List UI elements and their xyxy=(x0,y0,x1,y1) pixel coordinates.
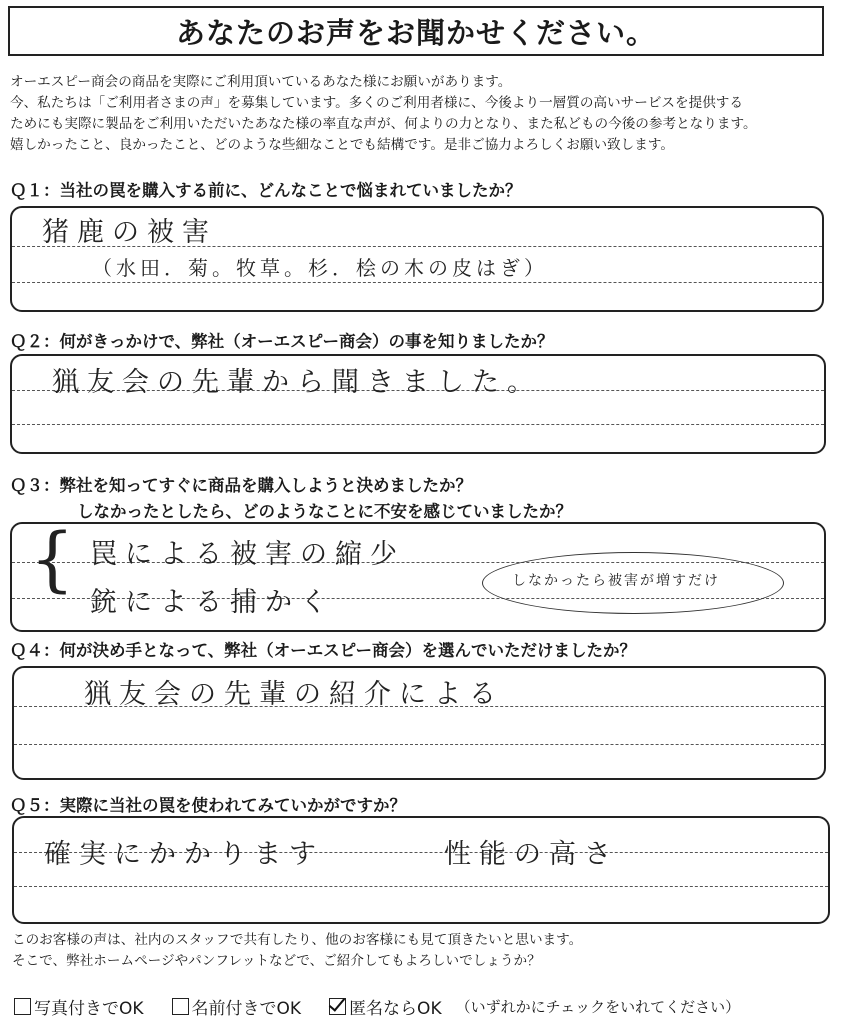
question-2-answer-box[interactable] xyxy=(10,354,826,454)
consent-option-label: 名前付きでOK xyxy=(191,999,302,1019)
consent-photo-option[interactable] xyxy=(14,994,144,1019)
question-4-answer-box[interactable] xyxy=(12,666,826,780)
question-1-label: Ｑ１：当社の罠を購入する前に、どんなことで悩まれていましたか？ xyxy=(10,181,522,200)
question-5-answer-line: 性能の高さ xyxy=(444,839,619,870)
footer-text xyxy=(12,930,582,972)
consent-anonymous-option[interactable] xyxy=(329,994,442,1019)
anonymous-checkbox[interactable] xyxy=(329,998,346,1015)
consent-options xyxy=(14,994,740,1019)
question-3-answer-line: 罠による被害の縮少 xyxy=(90,539,405,570)
question-1-answer-box[interactable] xyxy=(10,206,824,312)
brace-mark: { xyxy=(30,518,75,600)
intro-line: 今、私たちは「ご利用者さまの声」を募集しています。多くのご利用者様に、今後より一層質の高いサービスを提供する xyxy=(10,95,743,111)
name-checkbox[interactable] xyxy=(172,998,189,1015)
question-5-label: Ｑ５：実際に当社の罠を使われてみていかがですか？ xyxy=(10,796,406,815)
intro-line: ためにも実際に製品をご利用いただいたあなた様の率直な声が、何よりの力となり、また私どもの今後の参考となります。 xyxy=(10,116,757,132)
footer-line: そこで、弊社ホームページやパンフレットなどで、ご紹介してもよろしいでしょうか？ xyxy=(12,953,541,969)
footer-line: このお客様の声は、社内のスタッフで共有したり、他のお客様にも見て頂きたいと思います。 xyxy=(12,932,583,948)
form-title-box xyxy=(8,6,824,56)
intro-text xyxy=(10,72,840,156)
question-3-sublabel: しなかったとしたら、どのようなことに不安を感じていましたか？ xyxy=(77,502,572,521)
question-1-answer-line: （水田．菊。牧草。杉．桧の木の皮はぎ） xyxy=(92,256,548,280)
intro-line: 嬉しかったこと、良かったこと、どのような些細なことでも結構です。是非ご協力よろしくお願い致します。 xyxy=(10,137,674,153)
question-3-answer-box[interactable] xyxy=(10,518,826,632)
consent-option-label: 匿名ならOK xyxy=(349,999,442,1019)
consent-option-label: 写真付きでOK xyxy=(34,999,144,1019)
question-3-answer-line: 銃による捕かく xyxy=(90,587,335,618)
intro-line: オーエスピー商会の商品を実際にご利用頂いているあなた様にお願いがあります。 xyxy=(10,74,512,90)
photo-checkbox[interactable] xyxy=(14,998,31,1015)
question-2-label: Ｑ２：何がきっかけで、弊社（オーエスピー商会）の事を知りましたか？ xyxy=(10,332,554,351)
question-2-answer-line: 猟友会の先輩から聞きました。 xyxy=(52,367,542,398)
question-3-label: Ｑ３：弊社を知ってすぐに商品を購入しようと決めましたか？ xyxy=(10,476,472,495)
question-5-answer-line: 確実にかかります xyxy=(44,839,324,870)
question-4-answer-line: 猟友会の先輩の紹介による xyxy=(84,679,504,710)
question-4-label: Ｑ４：何が決め手となって、弊社（オーエスピー商会）を選んでいただけましたか？ xyxy=(10,641,637,660)
question-5-answer-box[interactable] xyxy=(12,816,830,924)
form-title: あなたのお声をお聞かせください。 xyxy=(175,15,656,50)
consent-note: （いずれかにチェックをいれてください） xyxy=(455,998,741,1016)
question-3-aside: しなかったら被害が増すだけ xyxy=(512,573,720,589)
consent-name-option[interactable] xyxy=(172,994,302,1019)
question-1-answer-line: 猪鹿の被害 xyxy=(42,217,217,248)
